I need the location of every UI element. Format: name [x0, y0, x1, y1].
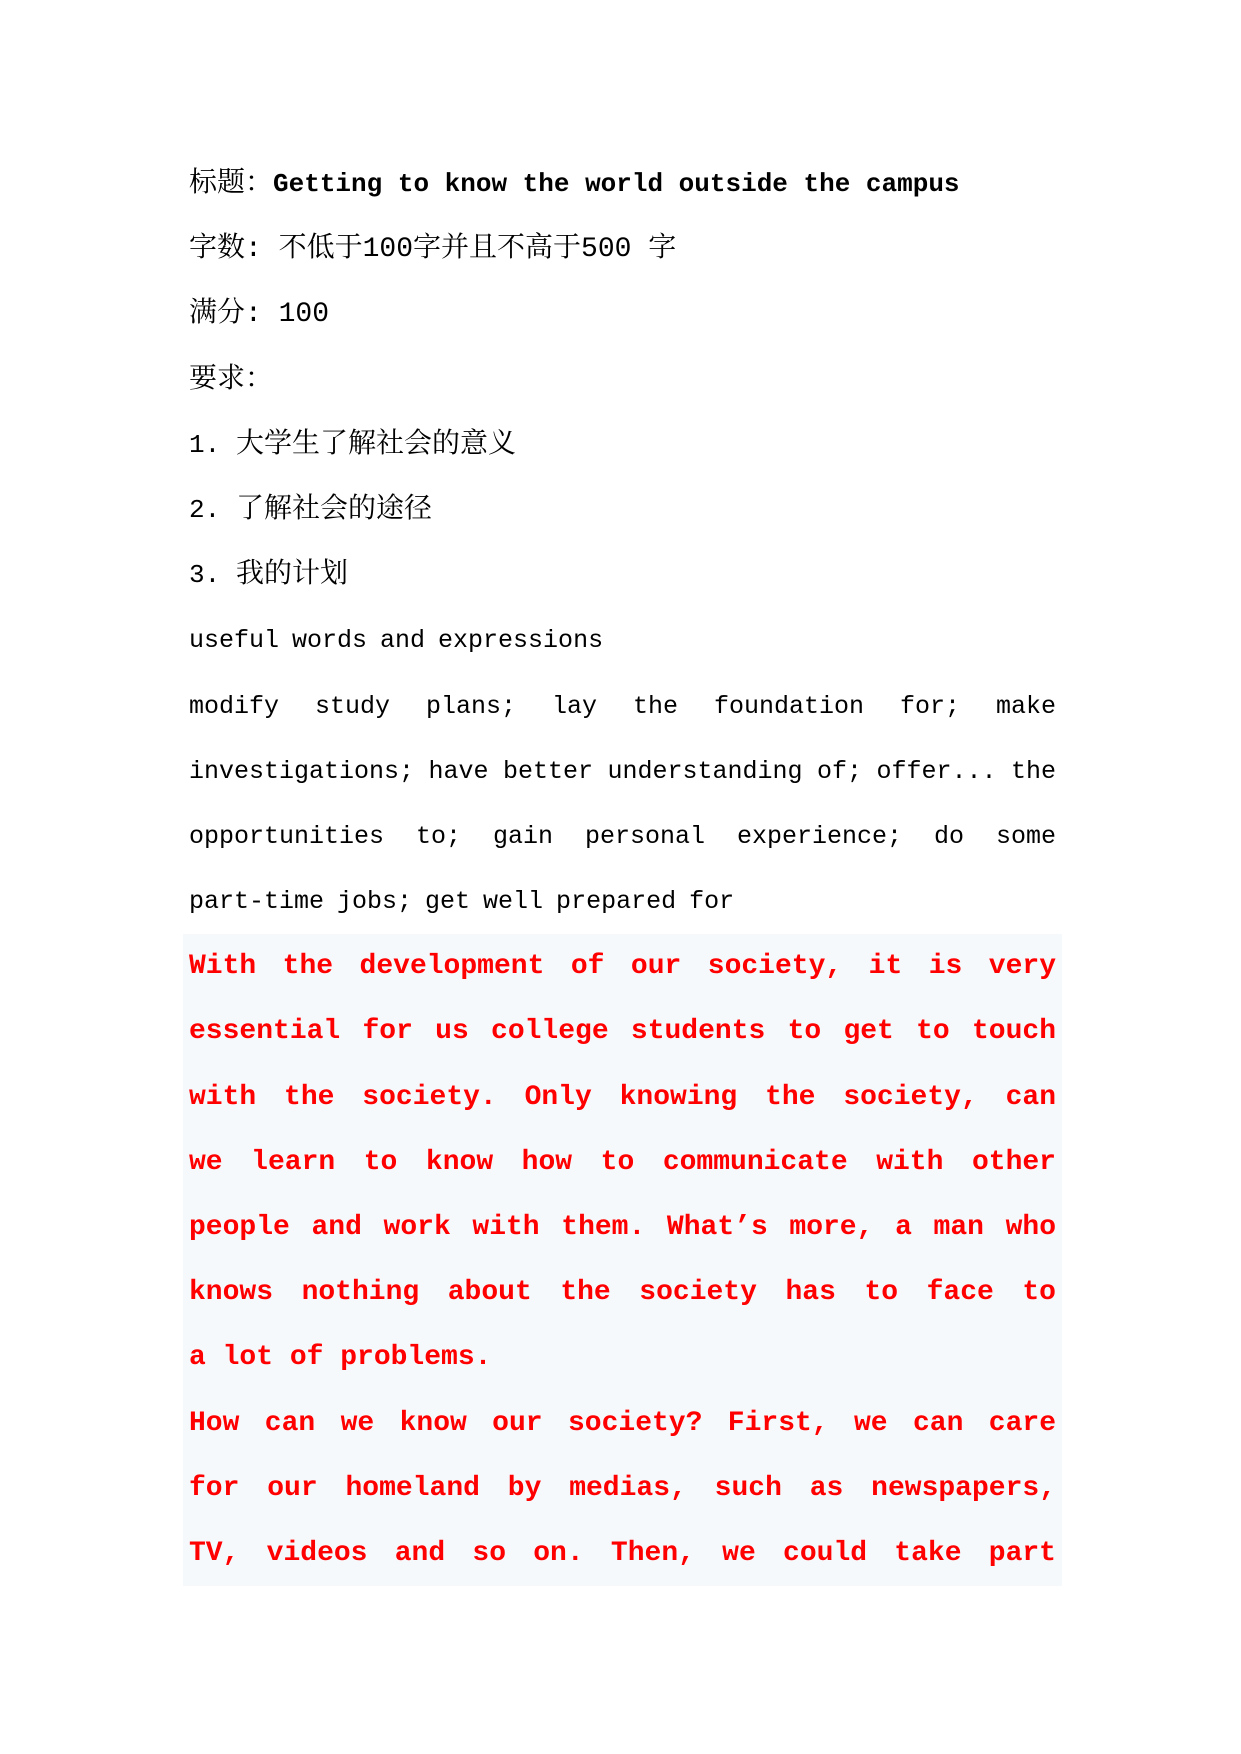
- essay-line: With the development of our society, it is very: [189, 951, 1056, 983]
- essay-line: for our homeland by medias, such as newspapers,: [189, 1472, 1056, 1504]
- full-score-value: 100: [278, 299, 330, 331]
- essay-body: [183, 934, 1062, 1586]
- requirement-number: 3.: [189, 560, 221, 591]
- full-score-label: 满分:: [189, 299, 262, 331]
- essay-line: people and work with them. What’s more, a man who: [189, 1212, 1056, 1243]
- useful-expressions-heading: useful words and expressions: [189, 626, 604, 656]
- full-score-line: [189, 282, 1056, 347]
- requirement-number: 2.: [189, 494, 221, 525]
- requirement-text: 大学生了解社会的意义: [236, 429, 517, 461]
- requirement-text: 我的计划: [236, 560, 349, 592]
- essay-line: TV, videos and so on. Then, we could take part: [189, 1537, 1056, 1569]
- word-count-label: 字数:: [189, 234, 262, 266]
- essay-line: a lot of problems.: [189, 1342, 492, 1374]
- requirements-heading: 要求：: [189, 364, 274, 396]
- essay-title: Getting to know the world outside the campus: [273, 169, 960, 199]
- requirement-item: [189, 413, 1056, 478]
- useful-expressions-line: part-time jobs; get well prepared for: [189, 887, 735, 917]
- useful-expressions-line: investigations; have better understanding of; offer... the: [189, 756, 1056, 786]
- essay-line: knows nothing about the society has to face to: [189, 1277, 1056, 1309]
- word-count-line: [189, 217, 1056, 282]
- document-page: [189, 152, 1056, 1586]
- essay-line: essential for us college students to get to touch: [189, 1016, 1056, 1048]
- essay-paragraph: [189, 1391, 1056, 1587]
- useful-expressions-line: opportunities to; gain personal experience; do some: [189, 821, 1056, 851]
- essay-line: How can we know our society? First, we can care: [189, 1407, 1056, 1439]
- essay-line: with the society. Only knowing the society, can: [189, 1081, 1056, 1113]
- useful-expressions-line: modify study plans; lay the foundation for; make: [189, 691, 1056, 721]
- requirement-item: [189, 543, 1056, 608]
- requirement-item: [189, 478, 1056, 543]
- requirement-number: 1.: [189, 429, 221, 460]
- word-count-value: 不低于100字并且不高于500 字: [278, 234, 677, 266]
- title-label: 标题：: [189, 169, 274, 200]
- title-line: [189, 152, 1056, 217]
- requirement-text: 了解社会的途径: [236, 494, 433, 526]
- essay-line: we learn to know how to communicate with other: [189, 1146, 1056, 1178]
- essay-paragraph: [189, 934, 1056, 1390]
